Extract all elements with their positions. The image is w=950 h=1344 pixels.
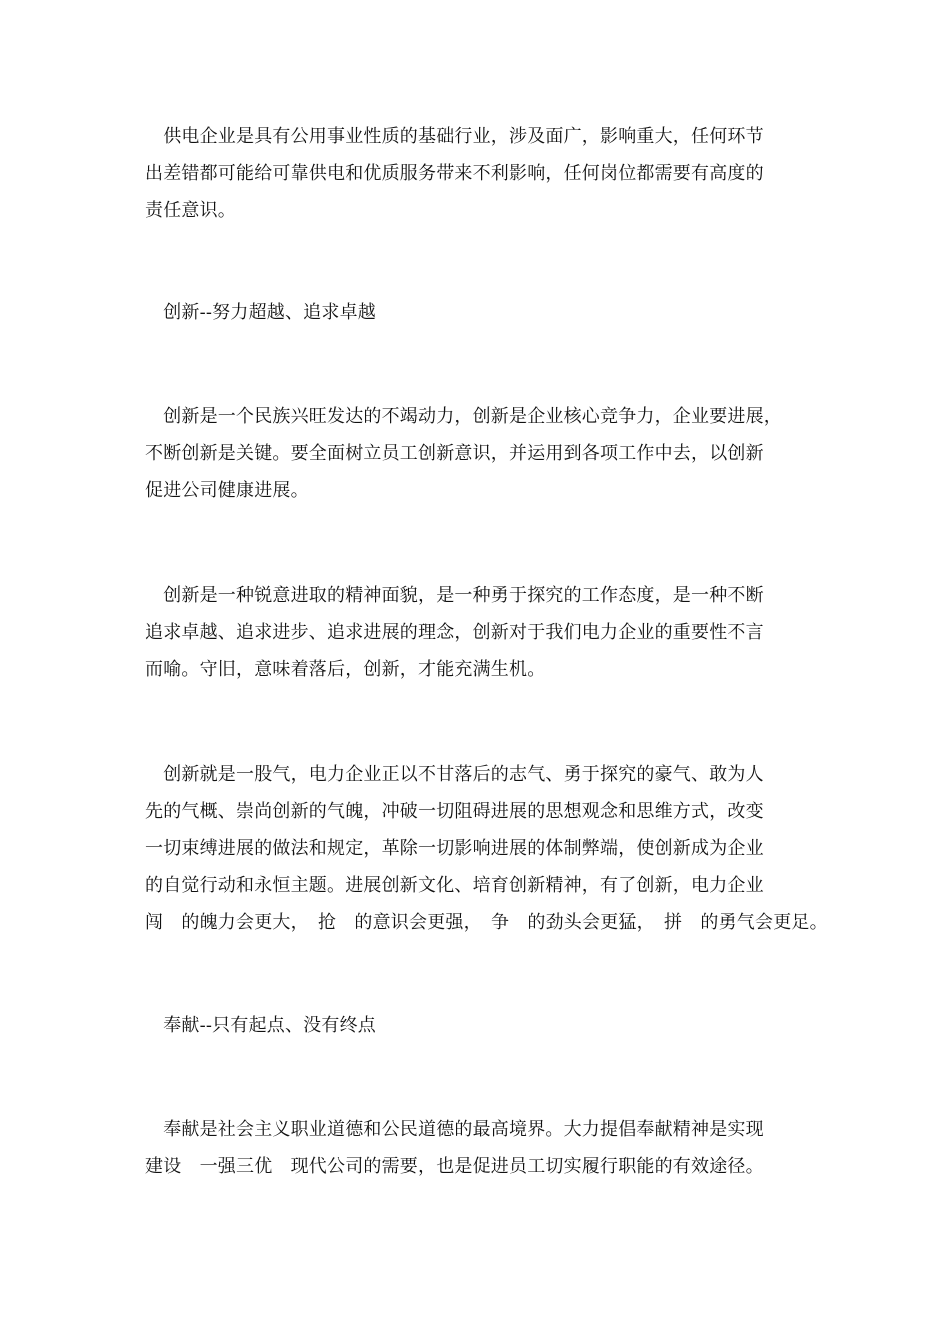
paragraph-4-line-2: 先的气概、崇尚创新的气魄，冲破一切阻碍进展的思想观念和思维方式，改变 — [145, 801, 764, 822]
paragraph-4-line-5: 闯 的魄力会更大， 抢 的意识会更强， 争 的劲头会更猛， 拼 的勇气会更足。 — [145, 912, 828, 933]
paragraph-4-line-1: 创新就是一股气，电力企业正以不甘落后的志气、勇于探究的豪气、敢为人 — [145, 764, 764, 785]
paragraph-5-line-2: 建设 一强三优 现代公司的需要，也是促进员工切实履行职能的有效途径。 — [145, 1156, 764, 1177]
paragraph-1-line-3: 责任意识。 — [145, 200, 236, 221]
paragraph-2-line-1: 创新是一个民族兴旺发达的不竭动力，创新是企业核心竞争力，企业要进展， — [145, 406, 782, 427]
section-heading-dedication: 奉献--只有起点、没有终点 — [145, 1015, 376, 1036]
paragraph-2-line-3: 促进公司健康进展。 — [145, 480, 309, 501]
paragraph-3-line-3: 而喻。守旧，意味着落后，创新，才能充满生机。 — [145, 659, 546, 680]
paragraph-2-line-2: 不断创新是关键。要全面树立员工创新意识，并运用到各项工作中去，以创新 — [145, 443, 764, 464]
paragraph-4-line-3: 一切束缚进展的做法和规定，革除一切影响进展的体制弊端，使创新成为企业 — [145, 838, 764, 859]
paragraph-1-line-1: 供电企业是具有公用事业性质的基础行业，涉及面广，影响重大，任何环节 — [145, 126, 764, 147]
paragraph-3-line-1: 创新是一种锐意进取的精神面貌，是一种勇于探究的工作态度，是一种不断 — [145, 585, 764, 606]
paragraph-1-line-2: 出差错都可能给可靠供电和优质服务带来不利影响，任何岗位都需要有高度的 — [145, 163, 764, 184]
paragraph-5-line-1: 奉献是社会主义职业道德和公民道德的最高境界。大力提倡奉献精神是实现 — [145, 1119, 764, 1140]
paragraph-4-line-4: 的自觉行动和永恒主题。进展创新文化、培育创新精神，有了创新，电力企业 — [145, 875, 764, 896]
paragraph-3-line-2: 追求卓越、追求进步、追求进展的理念，创新对于我们电力企业的重要性不言 — [145, 622, 764, 643]
section-heading-innovation: 创新--努力超越、追求卓越 — [145, 302, 376, 323]
